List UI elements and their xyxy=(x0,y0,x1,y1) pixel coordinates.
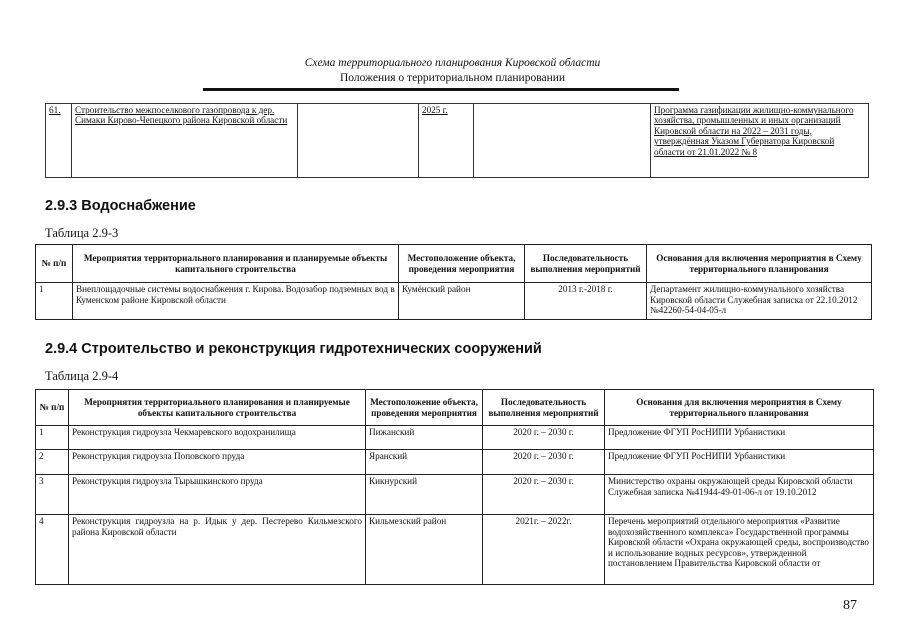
document-header-title: Схема территориального планирования Кировской области xyxy=(304,57,601,69)
header-num: № п/п xyxy=(36,245,73,283)
section-heading-hydro-structures: 2.9.4 Строительство и реконструкция гидротехнических сооружений xyxy=(45,341,542,357)
row-location: Кумёнский район xyxy=(399,283,525,320)
row-name: Реконструкция гидроузла Тырышкинского пруда xyxy=(69,475,366,515)
section-heading-water-supply: 2.9.3 Водоснабжение xyxy=(45,198,196,214)
table-row xyxy=(36,283,872,320)
row-name: Реконструкция гидроузла Поповского пруда xyxy=(69,450,366,475)
row-extra xyxy=(474,104,651,178)
hydro-structures-table xyxy=(35,389,874,585)
row-basis: Предложение ФГУП РосНИПИ Урбанистики xyxy=(605,426,874,450)
row-location xyxy=(298,104,419,178)
table-header-row xyxy=(36,245,872,283)
row-period: 2025 г. xyxy=(419,104,474,178)
row-basis: Министерство охраны окружающей среды Кировской области Служебная записка №41944-49-01-06-л от 19.10.2012 xyxy=(605,475,874,515)
row-location: Кикнурский xyxy=(366,475,483,515)
table-row xyxy=(36,515,874,585)
row-number: 1 xyxy=(36,426,69,450)
row-name: Реконструкция гидроузла Чекмаревского водохранилища xyxy=(69,426,366,450)
table-header-row xyxy=(36,390,874,426)
row-basis: Департамент жилищно-коммунального хозяйства Кировской области Служебная записка от 22.10.2012 №42260-54-04-05-л xyxy=(647,283,872,320)
table-row xyxy=(46,104,869,178)
table-label-2-9-4: Таблица 2.9-4 xyxy=(45,369,119,383)
row-location: Яранский xyxy=(366,450,483,475)
table-label-2-9-3: Таблица 2.9-3 xyxy=(45,226,119,240)
row-number: 4 xyxy=(36,515,69,585)
header-basis: Основания для включения мероприятия в Схему территориального планирования xyxy=(605,390,874,426)
row-number: 2 xyxy=(36,450,69,475)
header-location: Местоположение объекта, проведения мероприятия xyxy=(399,245,525,283)
gas-pipeline-table xyxy=(45,103,869,178)
row-period: 2021г. – 2022г. xyxy=(483,515,605,585)
row-name: Реконструкция гидроузла на р. Идык у дер. Пестерево Кильмезского района Кировской области xyxy=(69,515,366,585)
row-number: 3 xyxy=(36,475,69,515)
water-supply-table xyxy=(35,244,872,320)
row-basis: Перечень мероприятий отдельного мероприятия «Развитие водохозяйственного комплекса» Государственной программы Кировской области «Охрана окружающей среды, воспроизводство и использование водных ресурсов», утвержденной постановлением Правительства Кировской области от xyxy=(605,515,874,585)
row-location: Пижанский xyxy=(366,426,483,450)
row-basis: Программа газификации жилищно-коммунального хозяйства, промышленных и иных организаций Кировской области на 2022 – 2031 годы, утверждённая Указом Губернатора Кировской области от 21.01.2022 № 8 xyxy=(651,104,869,178)
page-number: 87 xyxy=(843,598,857,613)
document-header-subtitle: Положения о территориальном планировании xyxy=(339,72,566,84)
table-row xyxy=(36,450,874,475)
header-period: Последовательность выполнения мероприятий xyxy=(525,245,647,283)
row-location: Кильмезский район xyxy=(366,515,483,585)
header-measure: Мероприятия территориального планирования и планируемые объекты капитального строительства xyxy=(69,390,366,426)
row-period: 2020 г. – 2030 г. xyxy=(483,475,605,515)
table-row xyxy=(36,475,874,515)
header-num: № п/п xyxy=(36,390,69,426)
row-name: Строительство межпоселкового газопровода к дер. Симаки Кирово-Чепецкого района Кировской области xyxy=(72,104,298,178)
row-number: 61. xyxy=(46,104,72,178)
row-period: 2020 г. – 2030 г. xyxy=(483,426,605,450)
row-name: Внеплощадочные системы водоснабжения г. Кирова. Водозабор подземных вод в Куменском районе Кировской области xyxy=(73,283,399,320)
table-row xyxy=(36,426,874,450)
header-divider xyxy=(203,88,679,91)
header-basis: Основания для включения мероприятия в Схему территориального планирования xyxy=(647,245,872,283)
row-number: 1 xyxy=(36,283,73,320)
row-period: 2020 г. – 2030 г. xyxy=(483,450,605,475)
header-period: Последовательность выполнения мероприятий xyxy=(483,390,605,426)
header-measure: Мероприятия территориального планирования и планируемые объекты капитального строительства xyxy=(73,245,399,283)
row-period: 2013 г.-2018 г. xyxy=(525,283,647,320)
header-location: Местоположение объекта, проведения мероприятия xyxy=(366,390,483,426)
row-basis: Предложение ФГУП РосНИПИ Урбанистики xyxy=(605,450,874,475)
